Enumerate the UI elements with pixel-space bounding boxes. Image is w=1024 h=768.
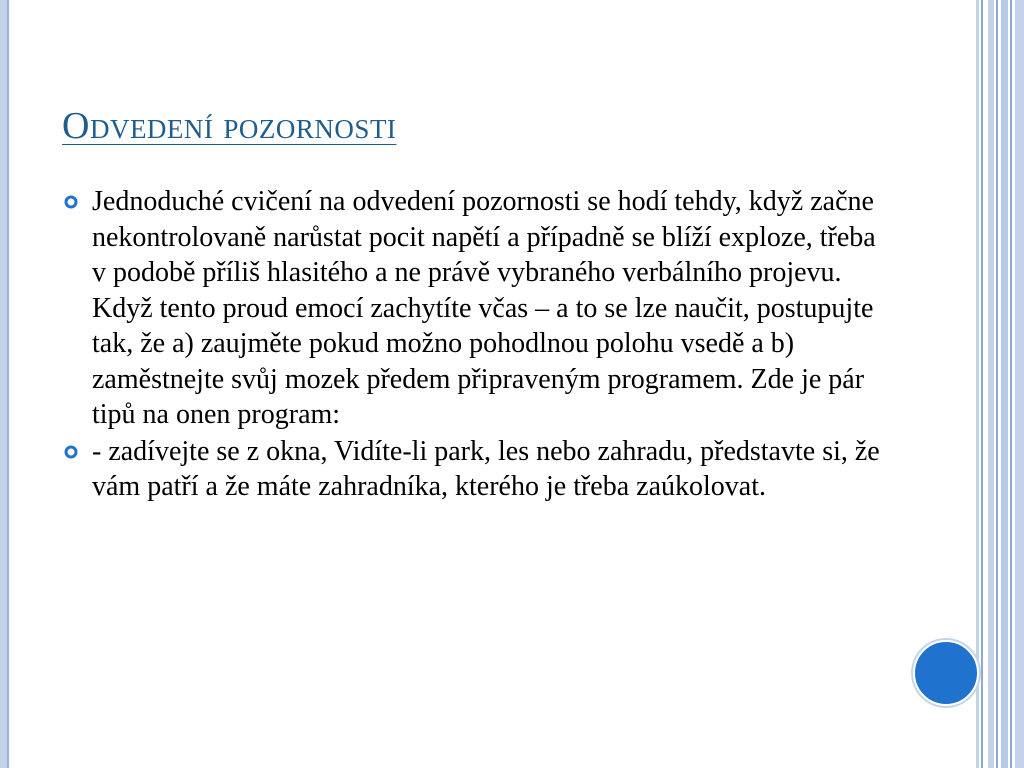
bullet-text: Jednoduché cvičení na odvedení pozornosti se hodí tehdy, když začne nekontrolovaně narůstat pocit napětí a případně se blíží exploze, třeba v podobě příliš hlasitého a ne právě vybraného verbálního projevu. Když tento proud emocí zachytíte včas – a to se lze naučit, postupujte tak, že a) zaujměte pokud možno pohodlnou polohu vsedě a b) zaměstnejte svůj mozek předem připraveným programem. Zde je pár tipů na onen program: xyxy=(92,186,876,430)
right-stripes-decoration xyxy=(976,0,1024,768)
ring-bullet-icon xyxy=(64,195,78,209)
bullet-item xyxy=(62,184,892,433)
circle-decoration xyxy=(913,640,979,706)
bullet-text: - zadívejte se z okna, Vidíte-li park, les nebo zahradu, představte si, že vám patří a že máte zahradníka, kterého je třeba zaúkolovat. xyxy=(92,435,880,502)
slide-title: Odvedení pozornosti xyxy=(62,105,397,147)
bullet-item xyxy=(62,434,892,505)
ring-bullet-icon xyxy=(64,445,78,459)
left-border-decoration xyxy=(0,0,9,768)
slide-content xyxy=(62,184,892,506)
